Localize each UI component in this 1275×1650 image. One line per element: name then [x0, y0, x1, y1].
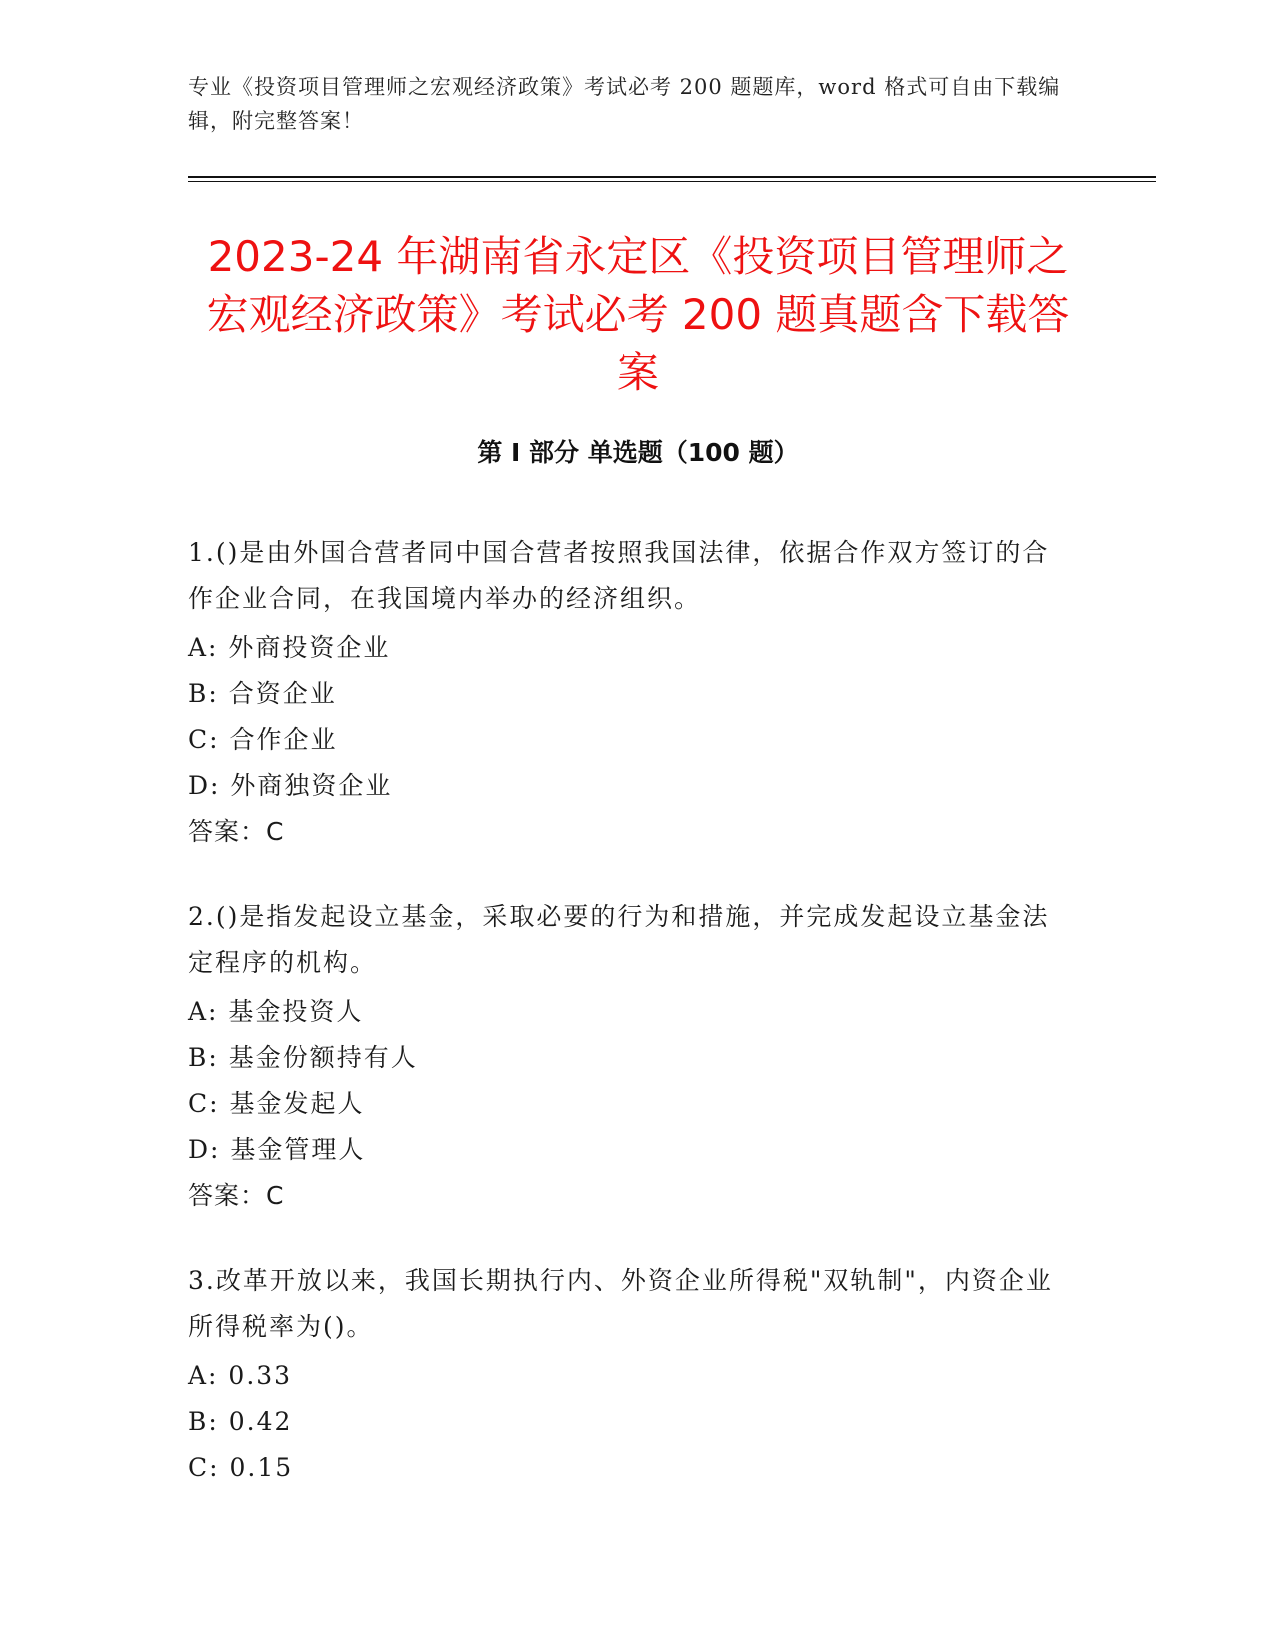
- question-stem: 3.改革开放以来，我国长期执行内、外资企业所得税"双轨制"，内资企业所得税率为()。: [188, 1266, 1053, 1341]
- question-3: [188, 1258, 1068, 1491]
- option-d: D: 外商独资企业: [188, 771, 393, 800]
- option-a: A: 基金投资人: [188, 997, 364, 1026]
- document-title: 2023-24 年湖南省永定区《投资项目管理师之宏观经济政策》考试必考 200 题真题含下载答案: [206, 232, 1070, 397]
- answer: 答案：C: [188, 1181, 285, 1210]
- section-title: 第 I 部分 单选题（100 题）: [477, 438, 799, 467]
- question-1: [188, 530, 1068, 855]
- option-a: A: 外商投资企业: [188, 633, 391, 662]
- option-b: B: 0.42: [188, 1407, 293, 1436]
- header-note: 专业《投资项目管理师之宏观经济政策》考试必考 200 题题库，word 格式可自由下载编辑，附完整答案！: [188, 75, 1061, 133]
- question-list: [188, 530, 1068, 1530]
- header-rule-thick: [188, 176, 1156, 178]
- option-b: B: 基金份额持有人: [188, 1043, 418, 1072]
- answer: 答案：C: [188, 817, 285, 846]
- option-c: C: 基金发起人: [188, 1089, 365, 1118]
- option-a: A: 0.33: [188, 1361, 293, 1390]
- question-stem: 1.()是由外国合营者同中国合营者按照我国法律，依据合作双方签订的合作企业合同，在我国境内举办的经济组织。: [188, 538, 1050, 613]
- question-stem: 2.()是指发起设立基金，采取必要的行为和措施，并完成发起设立基金法定程序的机构。: [188, 902, 1050, 977]
- question-2: [188, 894, 1068, 1219]
- header-rule-thin: [188, 181, 1156, 182]
- option-c: C: 0.15: [188, 1453, 294, 1482]
- option-b: B: 合资企业: [188, 679, 337, 708]
- option-c: C: 合作企业: [188, 725, 338, 754]
- option-d: D: 基金管理人: [188, 1135, 366, 1164]
